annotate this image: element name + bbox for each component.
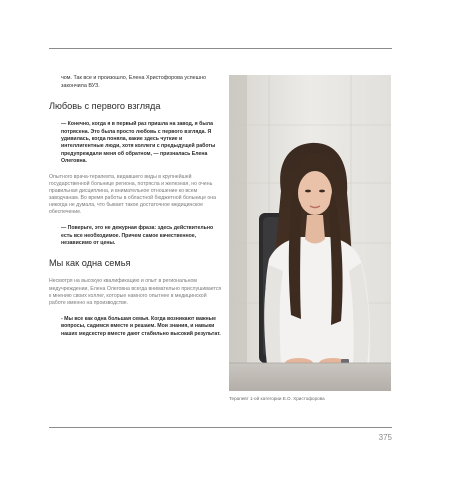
lead-paragraph: чом. Так все и произошло, Елена Христофорова успешно закончила ВУЗ. xyxy=(61,75,206,89)
quote-paragraph-2: — Поверьте, это не дежурная фраза: здесь действительно есть все необходимое. Причем самое качественное, независимо от цены. xyxy=(61,225,214,246)
section-heading-family: Мы как одна семья xyxy=(49,258,131,269)
portrait-photo xyxy=(229,75,391,391)
portrait-illustration xyxy=(229,75,391,391)
article-text-column xyxy=(49,75,222,346)
page-number: 375 xyxy=(378,433,392,442)
photo-caption: Терапевт 1-ой категории Е.О. Христофорова xyxy=(229,396,325,401)
section-heading-love: Любовь с первого взгляда xyxy=(49,101,161,112)
quote-paragraph-1: — Конечно, когда я в первый раз пришла на завод, я была потрясена. Это была просто любовь с первого взгляда. Я удивилась, когда поняла, какие здесь чуткие и интеллигентные люди, хотя коллеги с предыдущей работы предупреждали меня об обратном, — призналась Елена Олеговна. xyxy=(61,121,216,165)
body-paragraph-2: Несмотря на высокую квалификацию и опыт в региональном медучреждении, Елена Олеговна всегда внимательно прислушивается к мнению своих коллег, которые намного опытнее в медицинской работе именно на производстве. xyxy=(49,278,222,306)
body-paragraph-1: Опытного врача-терапевта, видавшего виды в крупнейшей государственной больнице региона, потрясла и железная, но очень правильная дисциплина, и внимательное отношение ко всем заводчанам. Во время работы в областной бюджетной больнице она никогда не думала, что бывает такое достаточное медицинское обеспечение. xyxy=(49,173,217,216)
bottom-rule xyxy=(49,427,392,428)
top-rule xyxy=(49,48,392,49)
quote-paragraph-3: - Мы все как одна большая семья. Когда возникают важные вопросы, садимся вместе и решаем. Мои знания, и навыки наших медсестер вместе дают стабильно высокий результат. xyxy=(61,315,221,337)
